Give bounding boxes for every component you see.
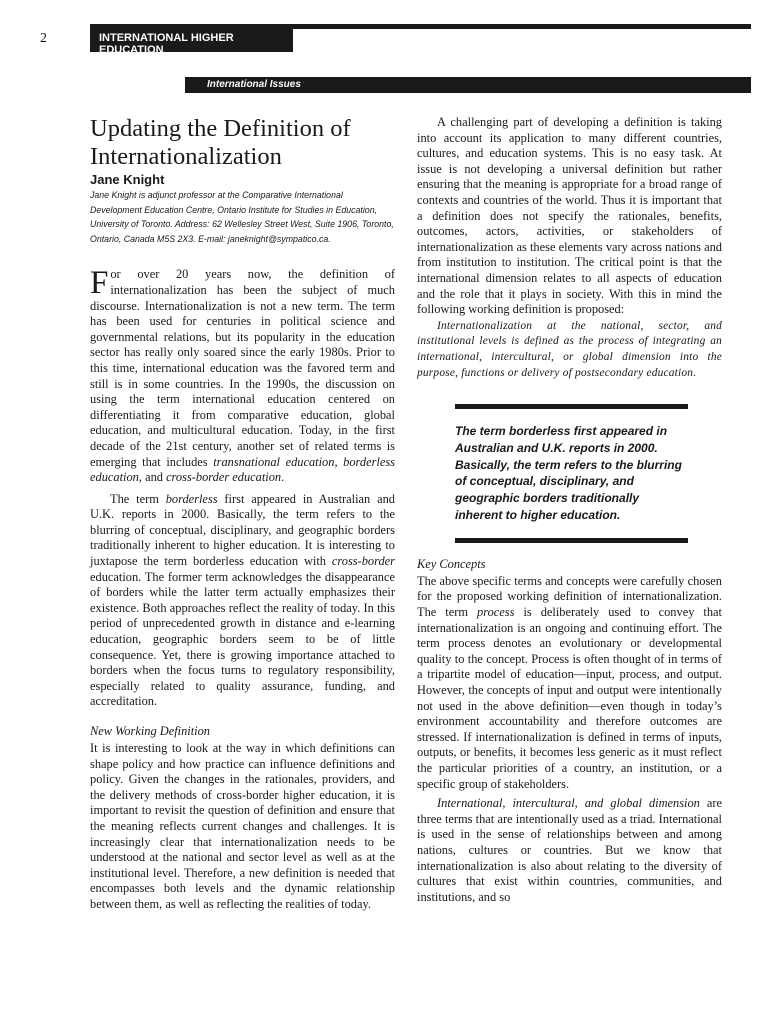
pull-quote: [455, 404, 688, 543]
journal-name: INTERNATIONAL HIGHER EDUCATION: [90, 24, 293, 52]
subhead-key-concepts: Key Concepts: [417, 556, 486, 571]
article-author: Jane Knight: [90, 172, 165, 187]
left-column: [90, 115, 395, 913]
definition-intro-paragraph: It is interesting to look at the way in which definitions can shape policy and how practice can influence definitions and policy. Given the changes in the rationales, providers, and the delivery methods of cross-border higher education, it is important to revisit the question of definition and ensure that the meaning reflects current changes and challenges. It is increasingly clear that internationalization needs to be understood at the national and sector level as well as at the institutional level. Therefore, a new definition is needed that encompasses both levels and the dynamic relationship between them, as well as reflecting the realities of today.: [90, 741, 395, 911]
intro-paragraph: For over 20 years now, the definition of internationalization has been the subject of much discourse. Internationalization is not a new term. The term has been used for centuries in political science and governmental relations, but its popularity in the education sector has really only soared since the early 1980s. Prior to this time, international education was the favored term and still is in some countries. In the 1990s, the discussion on using the term international education centered on differentiating it from comparative education, global education, and multicultural education. Today, in the first decade of the 21st century, another set of related terms is emerging that includes transnational education, borderless education, and cross-border education.: [90, 265, 395, 485]
author-bio: Jane Knight is adjunct professor at the Comparative International Development Education Centre, Ontario Institute for Studies in Education, University of Toronto. Address: 62 Wellesley Street West, Suite 1906, Toronto, Ontario, Canada M5S 2X3. E-mail: janeknight@sympatico.ca.: [90, 190, 394, 244]
working-definition: Internationalization at the national, sector, and institutional levels is defined as the process of integrating an international, intercultural, or global dimension into the purpose, functions or delivery of postsecondary education.: [417, 319, 722, 379]
triad-paragraph: International, intercultural, and global dimension are three terms that are intentionally used as a triad. International is used in the sense of relationships between and among nations, cultures or countries. But we know that internationalization is also about relating to the diversity of cultures that exist within countries, communities, and institutions, and so: [417, 796, 722, 904]
pull-quote-text: The term borderless first appeared in Australian and U.K. reports in 2000. Basically, the term refers to the blurring of conceptual, disciplinary, and geographic borders traditionally inherent to higher education.: [455, 424, 682, 523]
page-number: 2: [40, 31, 47, 46]
section-label: International Issues: [185, 77, 751, 93]
right-column: [417, 115, 722, 905]
subhead-new-working-definition: New Working Definition: [90, 724, 211, 738]
key-concepts-paragraph: The above specific terms and concepts were carefully chosen for the proposed working definition of internationalization. The term process is deliberately used to convey that internationalization is an ongoing and continuing effort. The term process denotes an evolutionary or developmental quality to the concept. Process is often thought of in terms of a tripartite model of education—input, process, and output. However, the concepts of input and output were intentionally not used in the above definition—even though in today’s environment accountability and therefore outcomes are stressed. If internationalization is defined in terms of inputs, outputs, or benefits, it becomes less generic as it must reflect the particular priorities of a country, an institution, or a specific group of stakeholders.: [417, 573, 722, 791]
borderless-paragraph: The term borderless first appeared in Australian and U.K. reports in 2000. Basically, the term refers to the blurring of conceptual, disciplinary, and geographic borders traditionally inherent to higher education. It is interesting to juxtapose the term borderless education with cross-border education. The former term acknowledges the disappearance of borders while the latter term actually emphasizes their existence. Both approaches reflect the reality of today. In this period of unprecedented growth in distance and e-learning education, geographic borders seem to be of little consequence. Yet, there is growing importance attached to borders when the focus turns to regulatory responsibility, especially related to quality assurance, funding, and accreditation.: [90, 491, 395, 709]
challenge-paragraph: A challenging part of developing a definition is taking into account its application to many different countries, cultures, and education systems. This is no easy task. At issue is not developing a universal definition but rather ensuring that the meaning is appropriate for a broad range of contexts and countries of the world. Thus it is important that a definition does not specify the rationales, benefits, outcomes, actors, activities, or stakeholders of internationalization as these elements vary across nations and from institution to institution. The critical point is that the international dimension relates to all aspects of education and the role that it plays in society. With this in mind the following working definition is proposed:: [417, 115, 722, 317]
drop-cap: F: [90, 265, 109, 302]
article-title: Updating the Definition of Internationalization: [90, 115, 351, 170]
